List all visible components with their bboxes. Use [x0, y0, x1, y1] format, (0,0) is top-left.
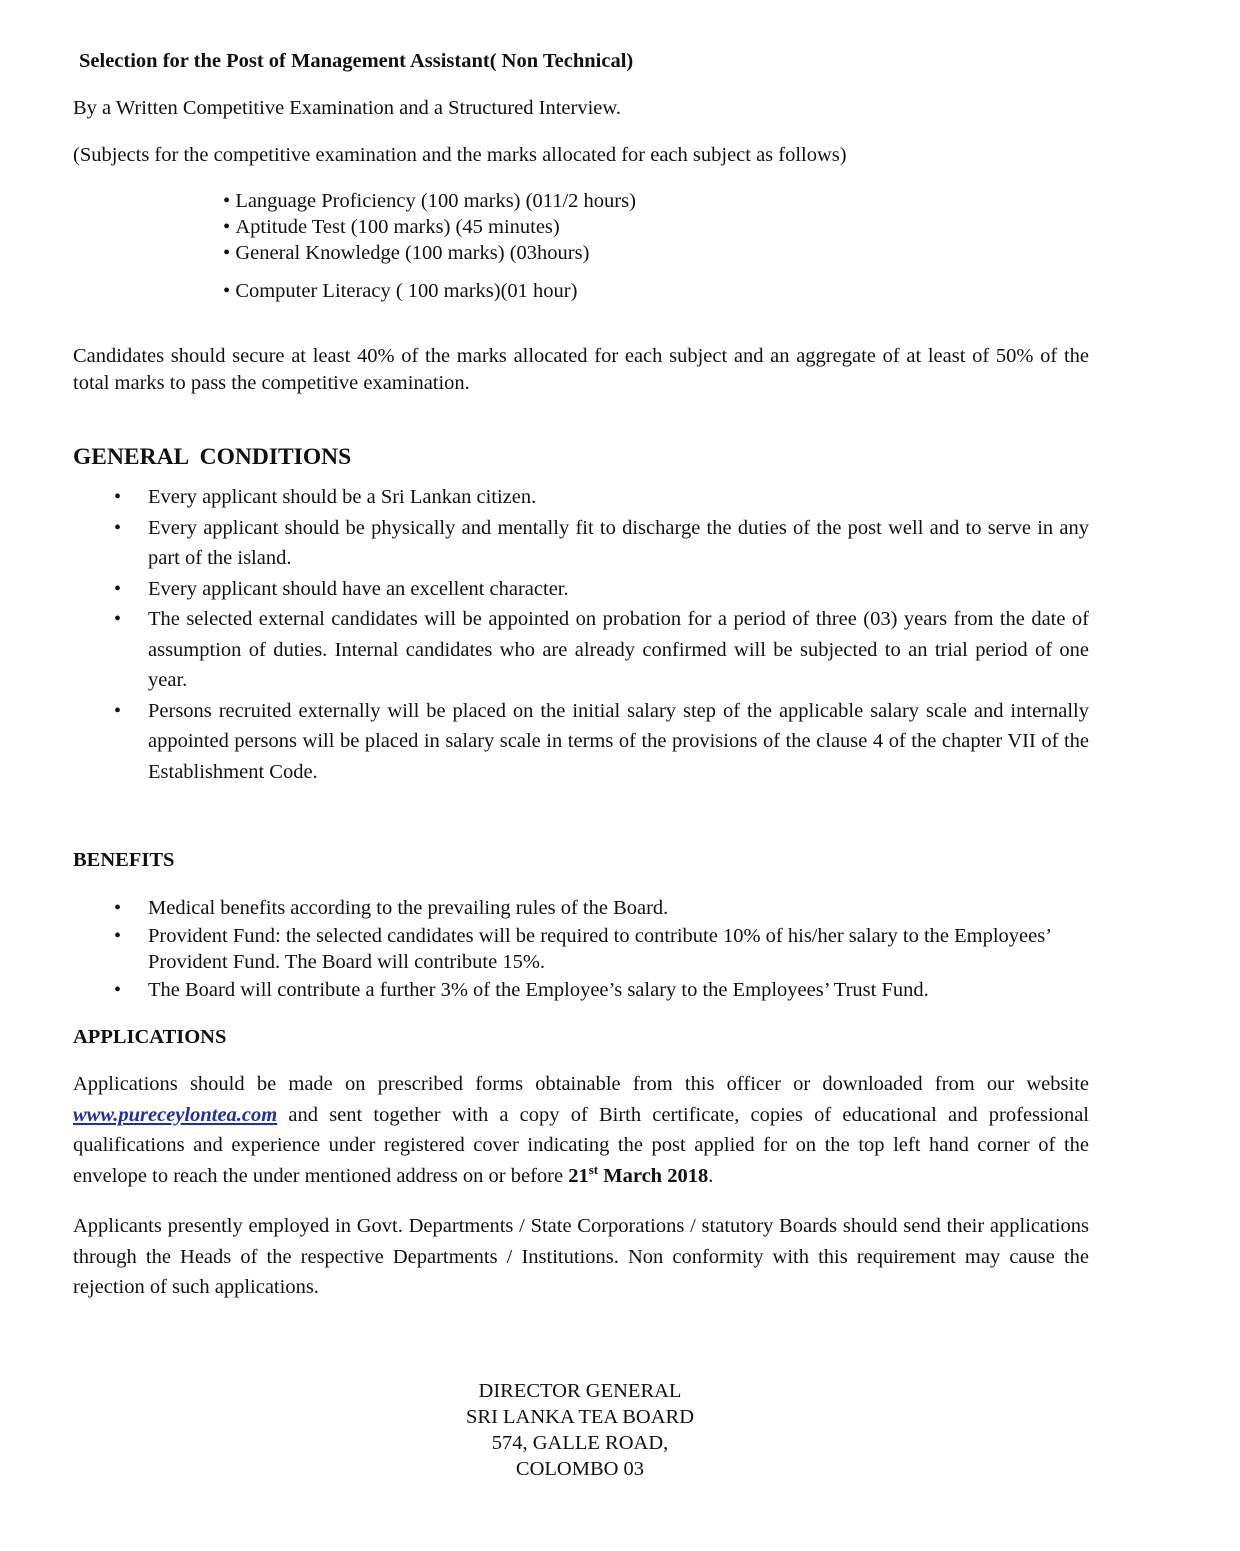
applications-text: and sent together with a copy of Birth certificate, copies of educational and professional qualifications and experience under registered cover indicating the post applied for on the top left hand corner of the envelope to reach the under mentioned address on or before	[73, 1103, 1089, 1187]
applications-paragraph	[73, 1069, 1089, 1191]
list-item: • Every applicant should have an excellent character.	[148, 574, 1089, 605]
address-line: COLOMBO 03	[515, 1458, 645, 1480]
general-conditions-list	[148, 482, 1089, 787]
deadline-day: 21	[568, 1164, 589, 1187]
list-item: • Provident Fund: the selected candidates will be required to contribute 10% of his/her salary to the Employees’ Provident Fund. The Board will contribute 15%.	[148, 923, 1089, 975]
list-item: • The Board will contribute a further 3% of the Employee’s salary to the Employees’ Trust Fund.	[148, 977, 1089, 1003]
page-title: Selection for the Post of Management Assistant( Non Technical)	[79, 50, 634, 72]
general-conditions-heading: GENERAL CONDITIONS	[73, 444, 352, 470]
address-line: DIRECTOR GENERAL	[478, 1380, 682, 1402]
subject-item: • Computer Literacy ( 100 marks)(01 hour)	[223, 278, 636, 304]
subject-item: • Language Proficiency (100 marks) (011/2 hours)	[223, 188, 636, 214]
list-item: • Every applicant should be physically and mentally fit to discharge the duties of the post well and to serve in any part of the island.	[148, 513, 1089, 574]
deadline-suffix: st	[588, 1161, 599, 1177]
benefits-heading: BENEFITS	[73, 849, 175, 871]
address-line: SRI LANKA TEA BOARD	[466, 1406, 694, 1428]
deadline-date	[568, 1161, 709, 1187]
selection-method: By a Written Competitive Examination and a Structured Interview.	[73, 97, 621, 119]
applications-heading: APPLICATIONS	[73, 1026, 227, 1048]
website-link[interactable]: www.pureceylontea.com	[73, 1103, 278, 1126]
subject-item: • Aptitude Test (100 marks) (45 minutes)	[223, 214, 636, 240]
subjects-list	[223, 188, 636, 304]
deadline-rest: March 2018	[598, 1164, 709, 1187]
govt-employees-paragraph: Applicants presently employed in Govt. Departments / State Corporations / statutory Boards should send their applications through the Heads of the respective Departments / Institutions. Non conformity with this requirement may cause the rejection of such applications.	[73, 1215, 1089, 1298]
subject-item: • General Knowledge (100 marks) (03hours)	[223, 240, 636, 266]
benefits-list	[148, 895, 1089, 1003]
subjects-intro: (Subjects for the competitive examination and the marks allocated for each subject as follows)	[73, 144, 847, 166]
address-line: 574, GALLE ROAD,	[491, 1432, 669, 1454]
applications-text: .	[708, 1164, 714, 1187]
pass-criteria: Candidates should secure at least 40% of the marks allocated for each subject and an aggregate of at least of 50% of the total marks to pass the competitive examination.	[73, 345, 1089, 394]
list-item: • Persons recruited externally will be placed on the initial salary step of the applicable salary scale and internally appointed persons will be placed in salary scale in terms of the provisions of the clause 4 of the chapter VII of the Establishment Code.	[148, 696, 1089, 788]
applications-text: Applications should be made on prescribed forms obtainable from this officer or downloaded from our website	[73, 1073, 1089, 1095]
address-block	[380, 1378, 780, 1482]
list-item: • The selected external candidates will be appointed on probation for a period of three (03) years from the date of assumption of duties. Internal candidates who are already confirmed will be subjected to an trial period of one year.	[148, 604, 1089, 696]
list-item: • Medical benefits according to the prevailing rules of the Board.	[148, 895, 1089, 921]
list-item: • Every applicant should be a Sri Lankan citizen.	[148, 482, 1089, 513]
